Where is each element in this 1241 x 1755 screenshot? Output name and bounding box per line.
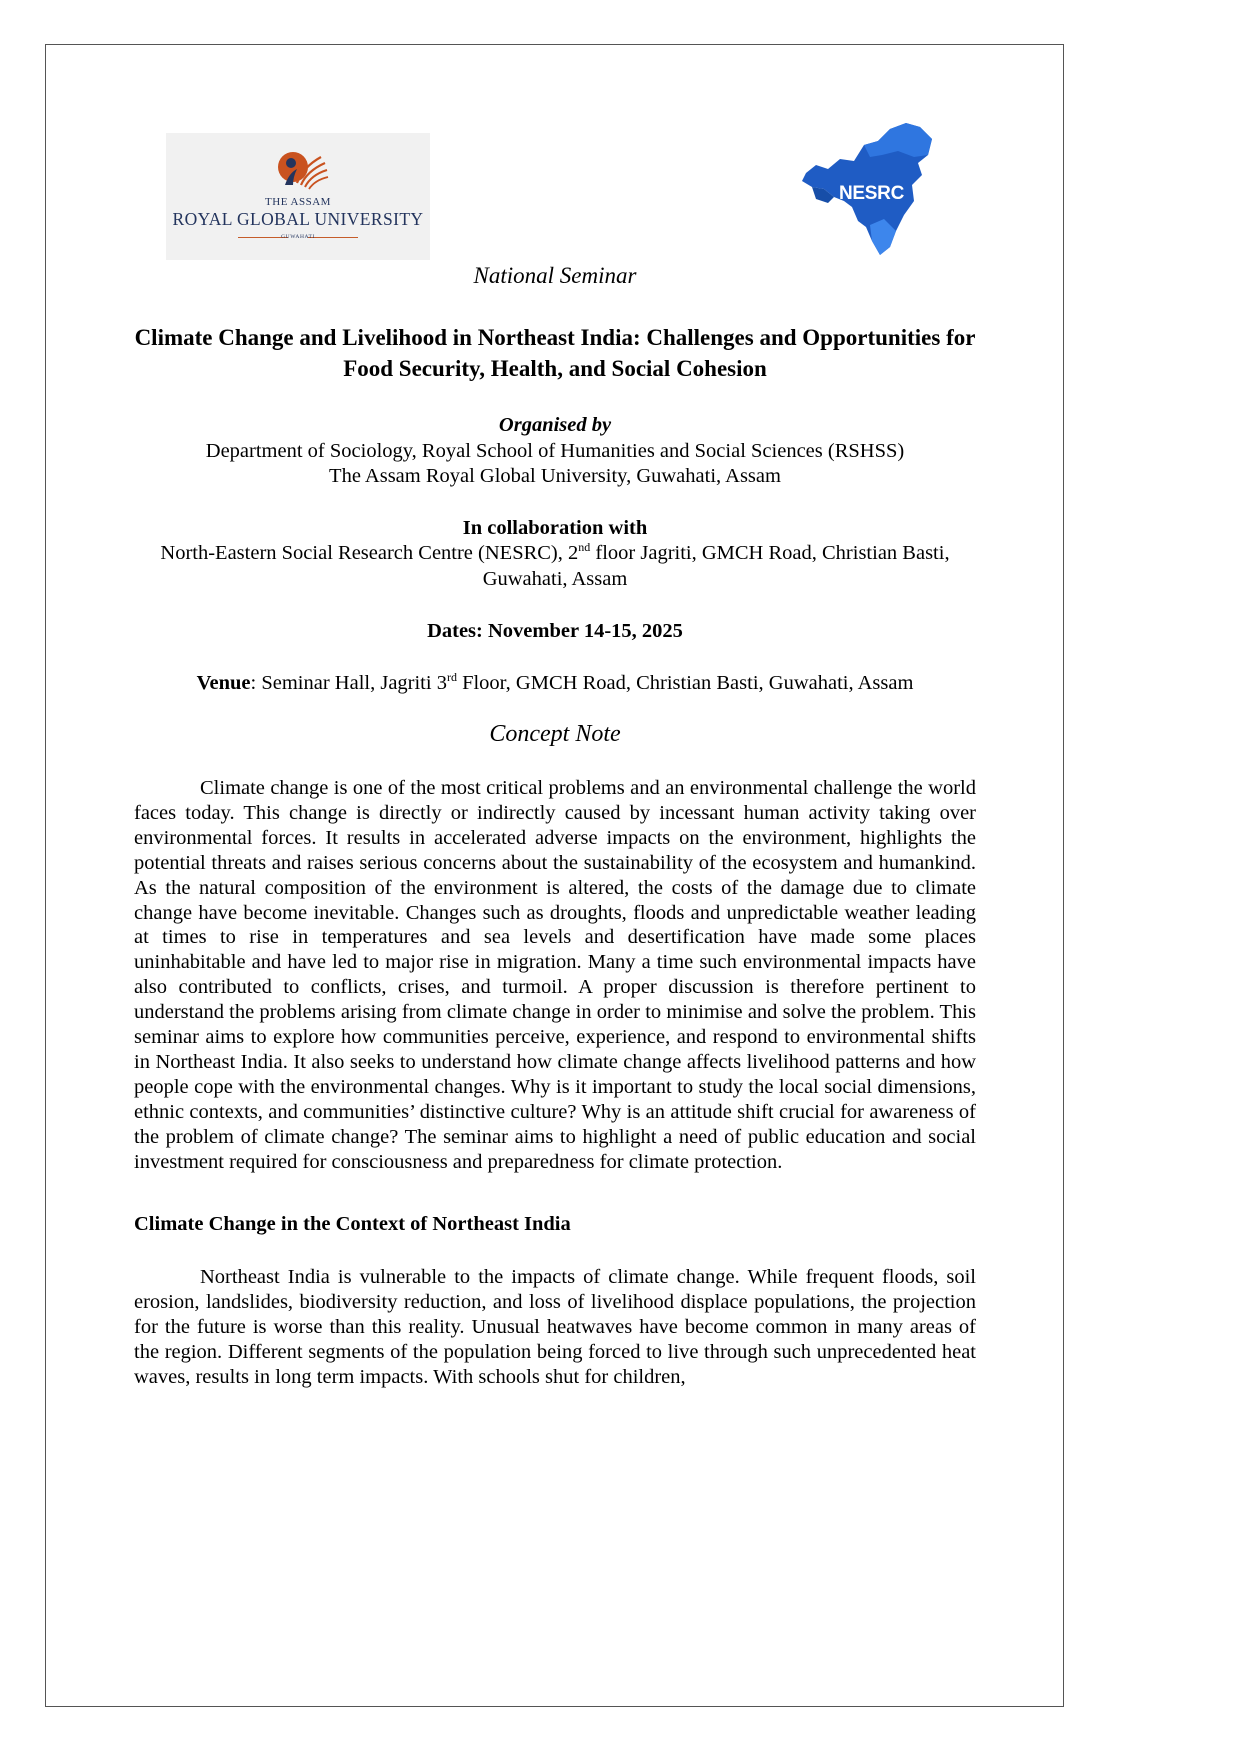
university-emblem-icon: [271, 143, 331, 195]
venue-label: Venue: [196, 672, 251, 694]
collaboration-label: In collaboration with: [462, 517, 648, 539]
venue-text-end: Floor, GMCH Road, Christian Basti, Guwahati, Assam: [456, 672, 914, 694]
logo-line-the-assam: THE ASSAM: [265, 196, 331, 208]
collaboration-ordinal: nd: [578, 540, 591, 555]
venue-ordinal: rd: [446, 670, 457, 685]
northeast-section-heading: Climate Change in the Context of Northeast India: [134, 1213, 571, 1235]
logo-line-university-name: ROYAL GLOBAL UNIVERSITY: [172, 209, 424, 229]
organised-by-label: Organised by: [498, 414, 612, 436]
collaboration-text: [140, 540, 970, 592]
page-title: Climate Change and Livelihood in Northeast India: Challenges and Opportunities for Food Security, Health, and Social Cohesion: [134, 325, 976, 381]
nesrc-logo: [794, 115, 944, 265]
collaboration-text-start: North-Eastern Social Research Centre (NESRC), 2: [160, 542, 579, 564]
logo-line-guwahati: GUWAHATI: [281, 234, 315, 240]
royal-global-university-logo: [166, 133, 430, 260]
concept-note-heading: Concept Note: [489, 721, 621, 747]
northeast-section-paragraph: Northeast India is vulnerable to the impacts of climate change. While frequent floods, soil erosion, landslides, biodiversity reduction, and loss of livelihood displace populations, the projection for the future is worse than this reality. Unusual heatwaves have become common in many areas of the region. Different segments of the population being forced to live through such unprecedented heat waves, results in long term impacts. With schools shut for children,: [134, 1266, 976, 1388]
collaboration-text-end: floor Jagriti, GMCH Road, Christian Basti, Guwahati, Assam: [482, 542, 950, 590]
organiser-department: Department of Sociology, Royal School of Humanities and Social Sciences (RSHSS): [205, 440, 905, 462]
venue-text-start: : Seminar Hall, Jagriti 3: [250, 672, 447, 694]
seminar-dates: Dates: November 14-15, 2025: [427, 620, 683, 642]
seminar-venue: [130, 670, 980, 696]
organiser-university: The Assam Royal Global University, Guwahati, Assam: [329, 465, 781, 487]
nesrc-logo-text: NESRC: [839, 183, 905, 204]
seminar-type: National Seminar: [473, 263, 637, 288]
concept-note-paragraph: Climate change is one of the most critical problems and an environmental challenge the world faces today. This change is directly or indirectly caused by incessant human activity taking over environmental forces. It results in accelerated adverse impacts on the environment, highlights the potential threats and raises serious concerns about the sustainability of the ecosystem and humankind. As the natural composition of the environment is altered, the costs of the damage due to climate change have become inevitable. Changes such as droughts, floods and unpredictable weather leading at times to rise in temperatures and sea levels and desertification have made some places uninhabitable and have led to major rise in migration. Many a time such environmental impacts have also contributed to conflicts, crises, and turmoil. A proper discussion is therefore pertinent to understand the problems arising from climate change in order to minimise and solve the problem. This seminar aims to explore how communities perceive, experience, and respond to environmental shifts in Northeast India. It also seeks to understand how climate change affects livelihood patterns and how people cope with the environmental changes. Why is it important to study the local social dimensions, ethnic contexts, and communities’ distinctive culture? Why is an attitude shift crucial for awareness of the problem of climate change? The seminar aims to highlight a need of public education and social investment required for consciousness and preparedness for climate protection.: [134, 777, 976, 1173]
